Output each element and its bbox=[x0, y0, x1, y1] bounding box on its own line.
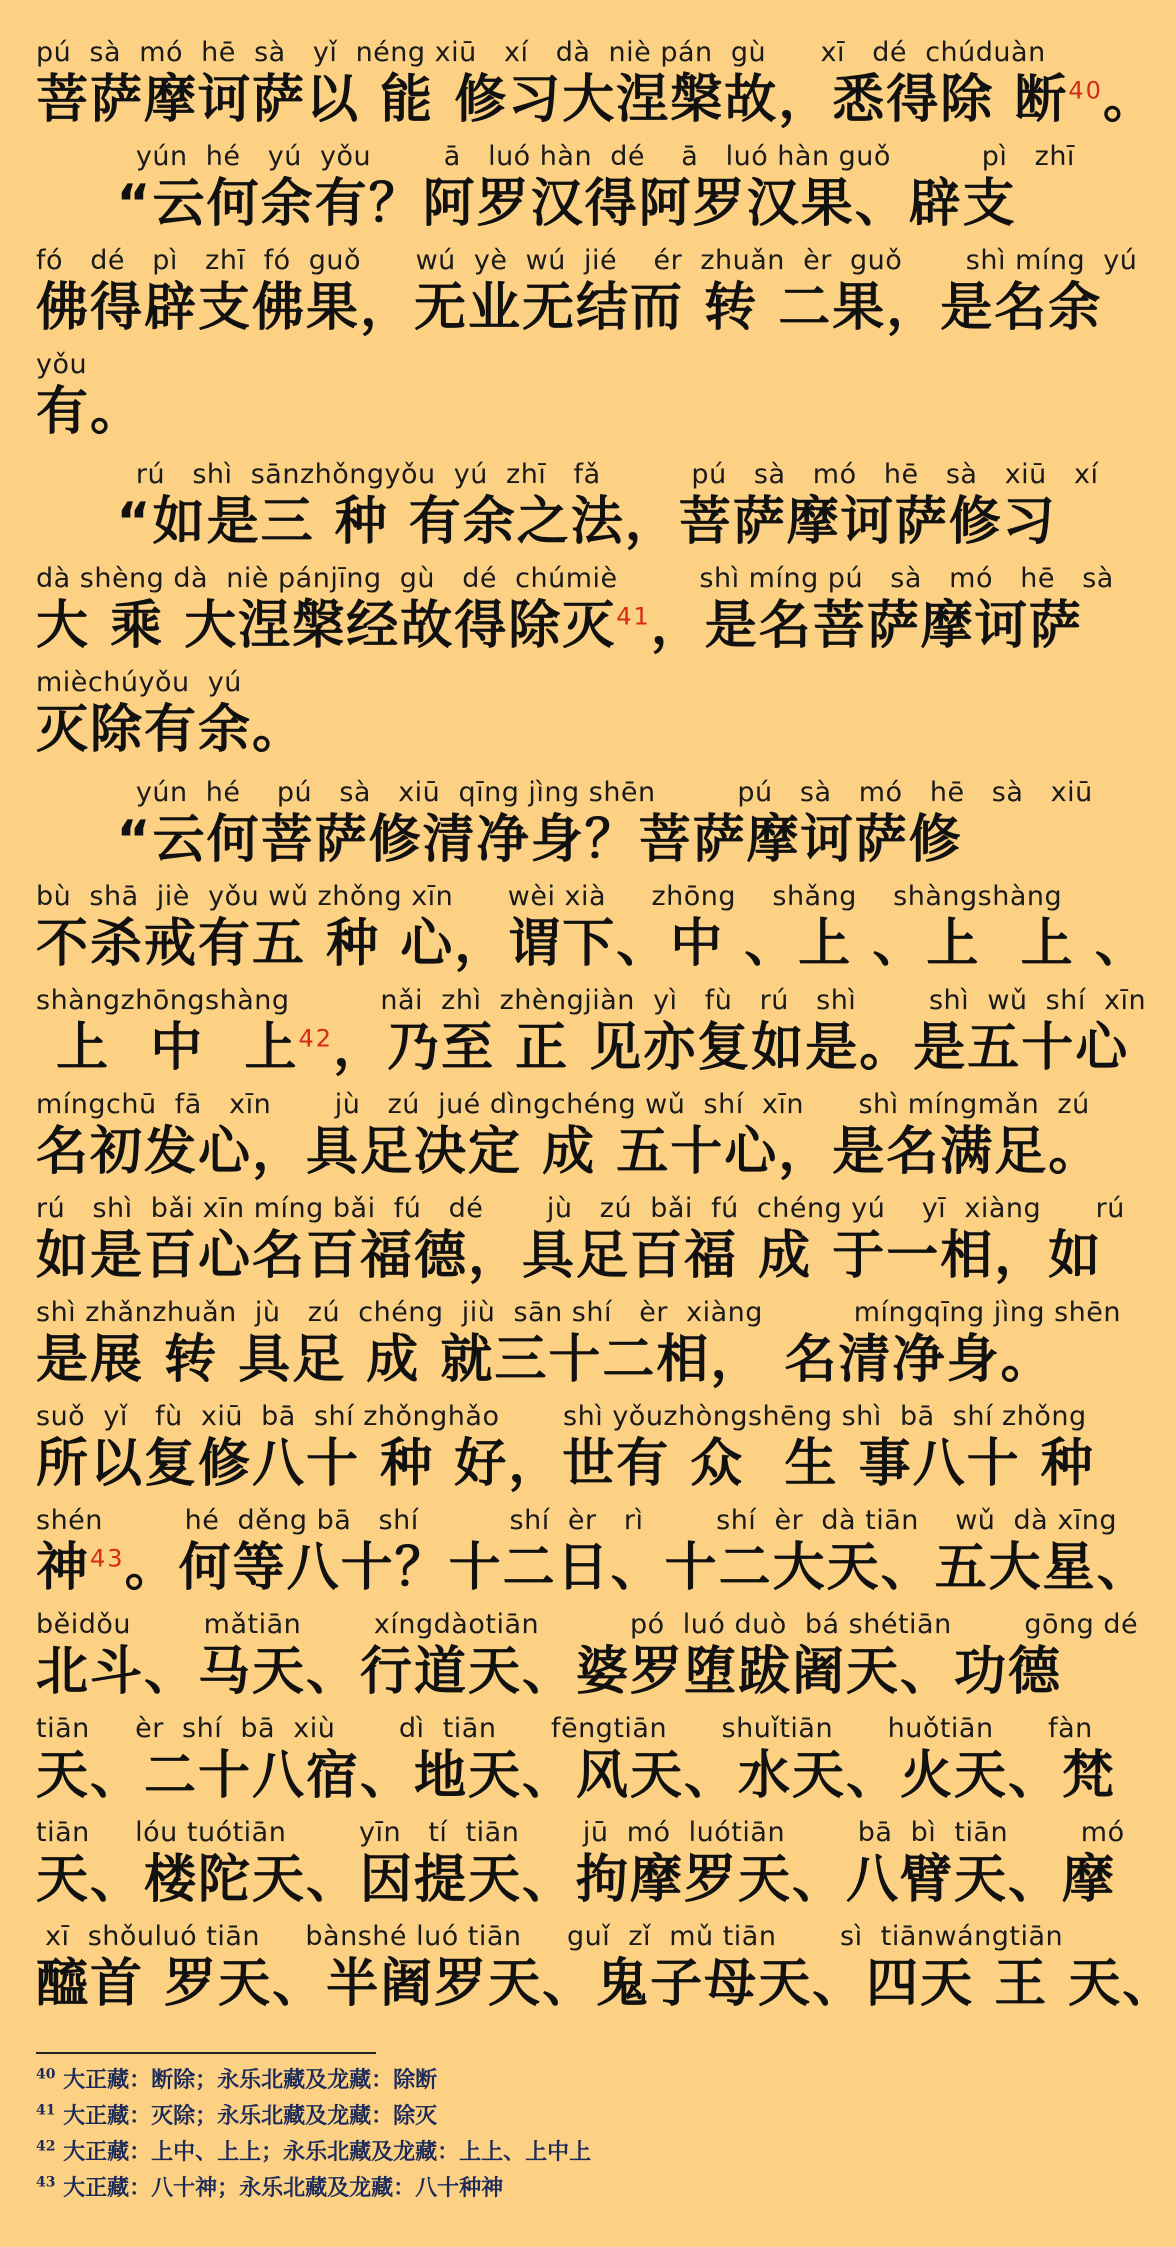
hanzi-row: 灭除有余。 bbox=[36, 700, 307, 760]
hanzi-row: 名初发心，具足决定 成 五十心，是名满足。 bbox=[36, 1122, 1103, 1182]
pinyin-row: tiān lóu tuótiān yīn tí tiān jū mó luótiān bā bì tiān mó bbox=[36, 1817, 1125, 1848]
text-line-2 bbox=[36, 141, 1075, 236]
footnote-42 bbox=[36, 2138, 1046, 2166]
text-line-16 bbox=[36, 1609, 1139, 1704]
pinyin-row: míngchū fā xīn jù zú jué dìngchéng wǔ shí xīn shì míngmǎn zú bbox=[36, 1089, 1090, 1120]
pinyin-row: mièchúyǒu yú bbox=[36, 667, 242, 698]
hanzi-row bbox=[36, 68, 1157, 132]
hanzi-row bbox=[36, 1016, 1130, 1080]
hanzi-row: “云何菩萨修清净身？菩萨摩诃萨修 bbox=[36, 810, 963, 870]
footnote-ref[interactable]: 40 bbox=[1068, 76, 1103, 105]
footnote-number: 41 bbox=[36, 2102, 56, 2119]
pinyin-row: tiān èr shí bā xiù dì tiān fēngtiān shuǐtiān huǒtiān fàn bbox=[36, 1713, 1093, 1744]
text-line-10 bbox=[36, 985, 1147, 1080]
hanzi-row: 天、二十八宿、地天、风天、水天、火天、梵 bbox=[36, 1746, 1117, 1806]
pinyin-row: běidǒu mǎtiān xíngdàotiān pó luó duò bá shétiān gōng dé bbox=[36, 1609, 1139, 1640]
footnote-ref[interactable]: 43 bbox=[90, 1544, 125, 1573]
hanzi-row bbox=[36, 1536, 1151, 1600]
hanzi-tail: 。何等八十？十二日、十二大天、五大星、 bbox=[124, 1538, 1151, 1598]
hanzi-text: 上 中 上 bbox=[36, 1018, 299, 1078]
footnote-text: 大正藏：灭除；永乐北藏及龙藏：除灭 bbox=[63, 2103, 438, 2129]
text-line-14 bbox=[36, 1401, 1095, 1496]
text-line-19 bbox=[36, 1921, 1176, 2016]
pinyin-row: shì zhǎnzhuǎn jù zú chéng jiù sān shí èr xiàng míngqīng jìng shēn bbox=[36, 1297, 1121, 1328]
hanzi-tail: ，乃至 正 见亦复如是。是五十心 bbox=[333, 1018, 1130, 1078]
pinyin-row: xī shǒuluó tiān bànshé luó tiān guǐ zǐ mǔ tiān sì tiānwángtiān bbox=[36, 1921, 1064, 1952]
hanzi-row: 如是百心名百福德，具足百福 成 于一相，如 bbox=[36, 1226, 1103, 1286]
pinyin-row: shàngzhōngshàng nǎi zhì zhèngjiàn yì fù rú shì shì wǔ shí xīn bbox=[36, 985, 1147, 1016]
text-line-12 bbox=[36, 1193, 1125, 1288]
hanzi-tail: ，是名菩萨摩诃萨 bbox=[650, 596, 1083, 656]
text-line-9 bbox=[36, 881, 1149, 976]
pinyin-row: dà shèng dà niè pánjīng gù dé chúmiè shì míng pú sà mó hē sà bbox=[36, 563, 1114, 594]
hanzi-tail: 。 bbox=[1102, 70, 1157, 130]
footnote-41 bbox=[36, 2102, 1046, 2130]
footnote-ref[interactable]: 41 bbox=[616, 602, 651, 631]
text-line-3 bbox=[36, 245, 1138, 340]
footnote-text: 大正藏：八十神；永乐北藏及龙藏：八十种神 bbox=[63, 2175, 504, 2201]
text-line-11 bbox=[36, 1089, 1103, 1184]
pinyin-row: pú sà mó hē sà yǐ néng xiū xí dà niè pán gù xī dé chúduàn bbox=[36, 37, 1046, 68]
hanzi-row: 北斗、马天、行道天、婆罗堕跋阇天、功德 bbox=[36, 1642, 1063, 1702]
hanzi-row: 醯首 罗天、半阇罗天、鬼子母天、四天 王 天、 bbox=[36, 1954, 1176, 2014]
pinyin-row: bù shā jiè yǒu wǔ zhǒng xīn wèi xià zhōng shǎng shàngshàng bbox=[36, 881, 1063, 912]
hanzi-row: 是展 转 具足 成 就三十二相， 名清净身。 bbox=[36, 1330, 1055, 1390]
hanzi-row: “如是三 种 有余之法，菩萨摩诃萨修习 bbox=[36, 492, 1057, 552]
hanzi-row: 不杀戒有五 种 心，谓下、中 、上 、上 上 、 bbox=[36, 914, 1149, 974]
hanzi-text: 大 乘 大涅槃经故得除灭 bbox=[36, 596, 617, 656]
footnote-text: 大正藏：断除；永乐北藏及龙藏：除断 bbox=[63, 2067, 438, 2093]
pinyin-row: yún hé yú yǒu ā luó hàn dé ā luó hàn guǒ pì zhī bbox=[36, 141, 1075, 172]
pinyin-row: yǒu bbox=[36, 349, 88, 380]
text-line-15 bbox=[36, 1505, 1151, 1600]
hanzi-row: 天、楼陀天、因提天、拘摩罗天、八臂天、摩 bbox=[36, 1850, 1117, 1910]
pinyin-row: yún hé pú sà xiū qīng jìng shēn pú sà mó hē sà xiū bbox=[36, 777, 1093, 808]
text-line-6 bbox=[36, 563, 1114, 658]
pinyin-row: rú shì bǎi xīn míng bǎi fú dé jù zú bǎi fú chéng yú yī xiàng rú bbox=[36, 1193, 1125, 1224]
footnote-40 bbox=[36, 2066, 1046, 2094]
hanzi-row: 所以复修八十 种 好，世有 众 生 事八十 种 bbox=[36, 1434, 1095, 1494]
text-line-17 bbox=[36, 1713, 1117, 1808]
text-line-1 bbox=[36, 37, 1157, 132]
footnote-number: 43 bbox=[36, 2174, 56, 2191]
text-line-8 bbox=[36, 777, 1093, 872]
footnote-number: 42 bbox=[36, 2138, 56, 2155]
footnote-text: 大正藏：上中、上上；永乐北藏及龙藏：上上、上中上 bbox=[63, 2139, 592, 2165]
footnote-divider bbox=[36, 2052, 376, 2054]
hanzi-row: “云何余有？阿罗汉得阿罗汉果、辟支 bbox=[36, 174, 1017, 234]
footnote-ref[interactable]: 42 bbox=[298, 1024, 334, 1053]
text-line-18 bbox=[36, 1817, 1125, 1912]
hanzi-row: 有。 bbox=[36, 382, 145, 442]
hanzi-row bbox=[36, 594, 1083, 658]
pinyin-row: shén hé děng bā shí shí èr rì shí èr dà tiān wǔ dà xīng bbox=[36, 1505, 1118, 1536]
pinyin-row: suǒ yǐ fù xiū bā shí zhǒnghǎo shì yǒuzhòngshēng shì bā shí zhǒng bbox=[36, 1401, 1087, 1432]
text-line-5 bbox=[36, 459, 1099, 554]
text-line-7 bbox=[36, 668, 1046, 762]
text-line-4 bbox=[36, 350, 1046, 444]
hanzi-text: 菩萨摩诃萨以 能 修习大涅槃故，悉得除 断 bbox=[36, 70, 1069, 130]
pinyin-row: fó dé pì zhī fó guǒ wú yè wú jié ér zhuǎn èr guǒ shì míng yú bbox=[36, 245, 1138, 276]
footnote-43 bbox=[36, 2174, 1046, 2202]
footnote-number: 40 bbox=[36, 2066, 56, 2083]
hanzi-row: 佛得辟支佛果，无业无结而 转 二果，是名余 bbox=[36, 278, 1103, 338]
hanzi-text: 神 bbox=[36, 1538, 91, 1598]
pinyin-row: rú shì sānzhǒngyǒu yú zhī fǎ pú sà mó hē sà xiū xí bbox=[36, 459, 1099, 490]
text-line-13 bbox=[36, 1297, 1121, 1392]
